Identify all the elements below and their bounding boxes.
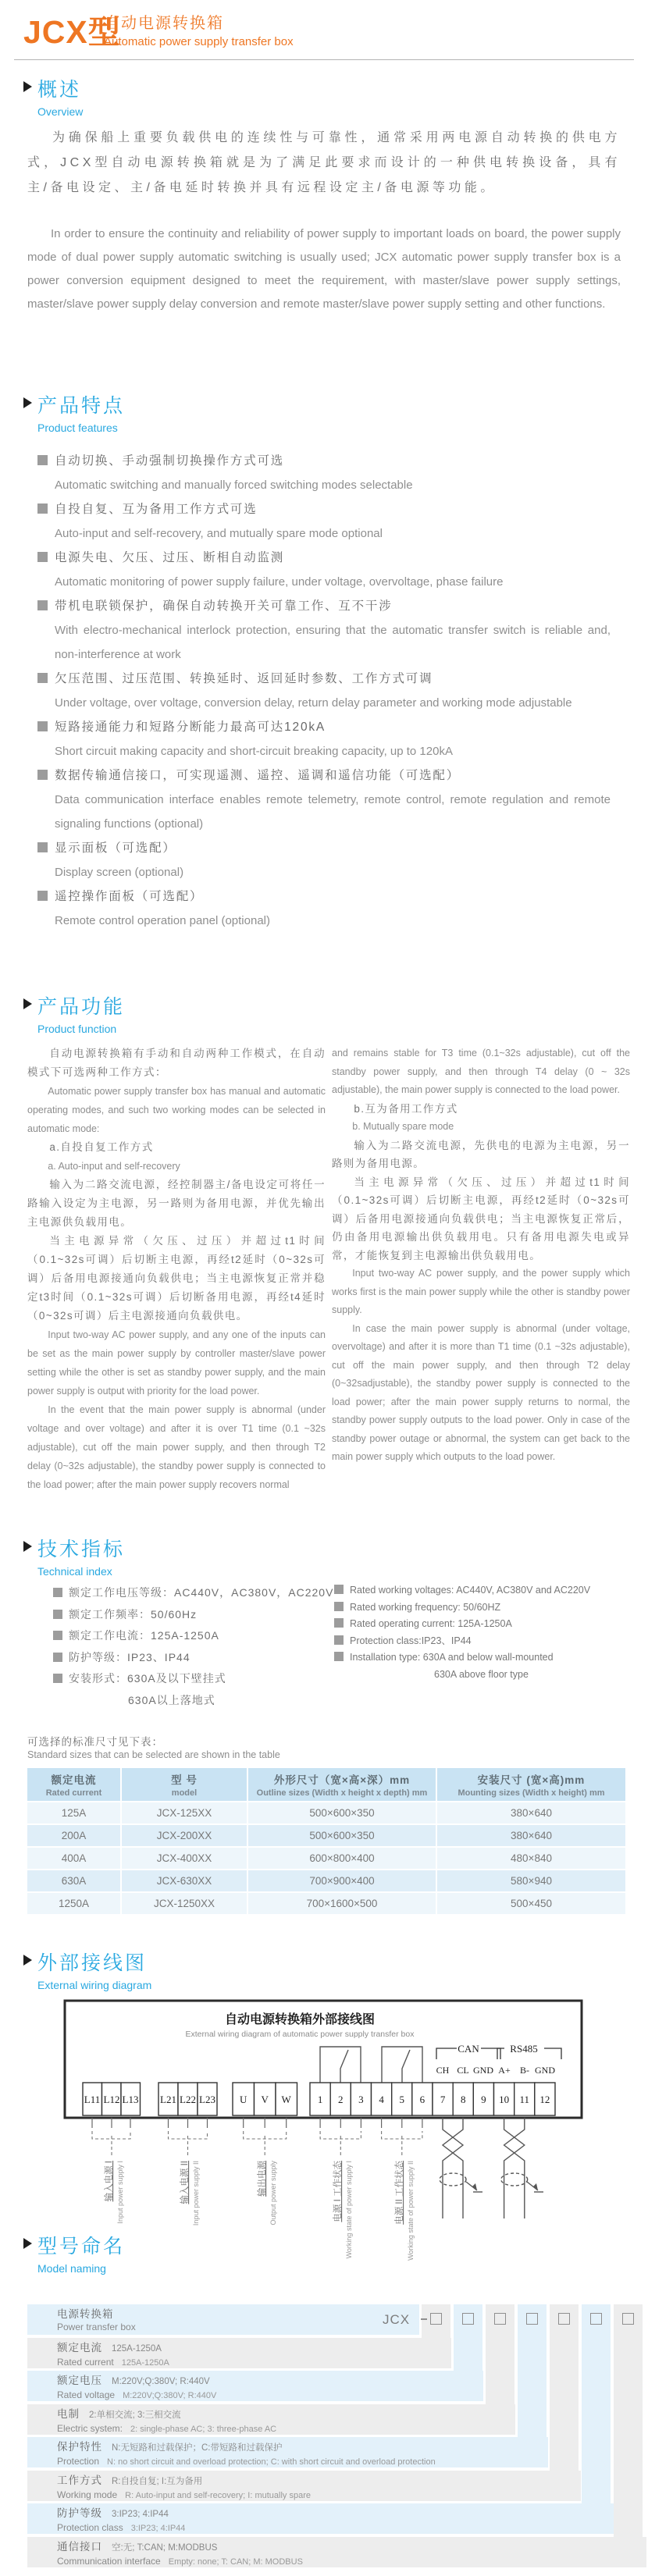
technical-item: Rated working voltages: AC440V, AC380V and AC220V	[350, 1585, 591, 1596]
bullet-square-icon	[334, 1635, 344, 1645]
technical-item: Rated operating current: 125A-1250A	[350, 1618, 512, 1629]
naming-row	[27, 2437, 548, 2467]
terminal-label: L23	[199, 2094, 215, 2105]
feature-cn: 自投自复、互为备用工作方式可选	[55, 503, 258, 516]
function-heading	[23, 991, 125, 1035]
function-paragraph: Automatic power supply transfer box has manual and automatic operating modes, and such two working modes can be selected in automatic mode:	[27, 1086, 326, 1134]
cell-outline-size: 500×600×350	[247, 1802, 436, 1824]
model-digit-box	[622, 2313, 634, 2325]
function-paragraph: b.互为备用工作方式	[354, 1102, 458, 1115]
naming-label-cn: 通信接口	[57, 2540, 102, 2553]
digit-column	[582, 2304, 611, 2534]
bullet-square-icon	[53, 1610, 62, 1619]
section-arrow-icon	[23, 1541, 32, 1552]
feature-item	[37, 546, 615, 594]
feature-item	[37, 667, 615, 715]
feature-cn: 带机电联锁保护，确保自动转换开关可靠工作、互不干涉	[55, 600, 393, 613]
naming-label-cn: 保护特性	[57, 2441, 102, 2453]
function-left-column	[27, 1044, 326, 1494]
bullet-square-icon	[37, 673, 48, 683]
technical-item: 额定工作电流：125A-1250A	[69, 1629, 219, 1642]
feature-en: With electro-mechanical interlock protection, ensuring that the automatic transfer switch is reliable and, non-interference at work	[55, 624, 611, 661]
cell-mounting-size: 480×840	[436, 1847, 626, 1870]
group-label-cn: 输入电源 II	[180, 2161, 190, 2204]
model-naming-diagram	[27, 2304, 646, 2570]
group-label-cn: 输入电源 I	[105, 2161, 114, 2202]
ground-arrow-icon	[472, 2183, 477, 2190]
page-header	[0, 0, 648, 70]
function-paragraph: Input two-way AC power supply, and any one of the inputs can be set as the main power supply by controller master/slave power setting while the other is set as standby power supply, and the main power supply is output with priority for the load power.	[27, 1329, 326, 1397]
header-divider	[14, 59, 634, 60]
model-digit-box	[590, 2313, 602, 2325]
bullet-square-icon	[334, 1618, 344, 1628]
wiring-heading-en: External wiring diagram	[37, 1979, 152, 1991]
digit-column	[614, 2304, 643, 2567]
model-digit-box	[526, 2313, 538, 2325]
wiring-heading	[23, 1948, 151, 1991]
overview-heading-en: Overview	[37, 105, 84, 118]
terminal-label: 11	[519, 2094, 530, 2105]
naming-heading-en: Model naming	[37, 2262, 106, 2275]
section-arrow-icon	[23, 998, 32, 1009]
brand-model: JCX型	[23, 14, 121, 50]
feature-en: Automatic monitoring of power supply failure, under voltage, overvoltage, phase failure	[55, 575, 504, 589]
group-label-en: Working state of power supply I	[345, 2161, 353, 2259]
feature-item	[37, 594, 615, 667]
naming-label-cn: 电制	[57, 2407, 80, 2420]
model-digit-box	[558, 2313, 570, 2325]
naming-value-cn: M:220V;Q:380V; R:440V	[112, 2377, 210, 2386]
naming-value-en: M:220V;Q:380V; R:440V	[123, 2391, 217, 2400]
naming-label-en: Electric system:	[57, 2422, 123, 2434]
group-label-en: Working state of power supply II	[407, 2161, 415, 2261]
naming-heading	[23, 2231, 125, 2275]
bullet-square-icon	[37, 600, 48, 610]
cell-outline-size: 600×800×400	[247, 1847, 436, 1870]
terminal-label: W	[281, 2094, 291, 2105]
naming-label-cn: 防护等级	[57, 2507, 102, 2519]
terminal-label: 8	[461, 2094, 466, 2105]
group-brackets	[92, 2131, 422, 2156]
function-heading-cn: 产品功能	[37, 996, 126, 1018]
bullet-square-icon	[37, 891, 48, 901]
technical-item: Protection class:IP23、IP44	[350, 1635, 472, 1646]
technical-item-continued: 630A above floor type	[434, 1668, 529, 1680]
naming-value-cn: N:无短路和过载保护；C:带短路和过载保护	[112, 2443, 283, 2453]
twisted-pair-can	[440, 2118, 482, 2218]
sizes-table-header-row	[27, 1768, 626, 1802]
bullet-square-icon	[53, 1588, 62, 1597]
sizes-note-cn: 可选择的标准尺寸见下表：	[27, 1736, 163, 1748]
pin-label: A+	[498, 2065, 511, 2076]
naming-label-cn: 额定电流	[57, 2341, 102, 2354]
feature-item	[37, 715, 615, 763]
cell-outline-size: 500×600×350	[247, 1824, 436, 1847]
cell-model: JCX-200XX	[121, 1824, 247, 1847]
cell-mounting-size: 380×640	[436, 1802, 626, 1824]
feature-cn: 自动切换、手动强制切换操作方式可选	[55, 454, 285, 468]
relay-contact-symbol	[320, 2047, 422, 2083]
naming-row	[27, 2304, 419, 2335]
naming-label-en: Power transfer box	[57, 2322, 136, 2332]
sizes-col-header: 安装尺寸 (宽×高)mm Mounting sizes (Width x height) mm	[436, 1768, 626, 1802]
section-arrow-icon	[23, 2238, 32, 2249]
technical-item: Installation type: 630A and below wall-mounted	[350, 1652, 554, 1663]
feature-cn: 短路接通能力和短路分断能力最高可达120kA	[55, 720, 326, 734]
feature-en: Data communication interface enables remote telemetry, remote control, remote regulation and remote signaling functions (optional)	[55, 793, 611, 831]
bullet-square-icon	[334, 1585, 344, 1594]
function-paragraph: In the event that the main power supply is abnormal (under voltage and over voltage) and after it is over T1 time (0.1 ~32s adjustable), cut off the main power supply, and then through T2 delay (0~32s adjustable), the standby power supply is connected to the load power; after the main power supply recovers normal	[27, 1404, 326, 1490]
naming-row	[27, 2503, 614, 2534]
section-arrow-icon	[23, 81, 32, 92]
can-bus-label: CAN	[458, 2043, 479, 2055]
function-paragraph: Input two-way AC power supply, and the power supply which works first is the main power supply while the other is standby power supply.	[332, 1268, 630, 1315]
terminal-label: 10	[499, 2094, 510, 2105]
terminal-label: L13	[122, 2094, 139, 2105]
overview-heading-cn: 概述	[37, 79, 82, 101]
sizes-col-header: 额定电流 Rated current	[27, 1768, 121, 1802]
naming-label-cn: 额定电压	[57, 2375, 102, 2386]
section-naming	[0, 2231, 648, 2576]
product-title-en: Automatic power supply transfer box	[104, 35, 294, 48]
section-technical	[0, 1534, 648, 1729]
function-right-column	[332, 1044, 630, 1467]
features-heading	[23, 390, 125, 434]
pin-label: CH	[436, 2065, 450, 2076]
naming-label-en: Rated voltage	[57, 2389, 116, 2400]
feature-en: Display screen (optional)	[55, 866, 184, 879]
naming-row	[27, 2537, 646, 2567]
naming-label-en: Rated current	[57, 2356, 114, 2368]
section-arrow-icon	[23, 1955, 32, 1966]
bullet-square-icon	[37, 503, 48, 514]
technical-left-list	[53, 1582, 334, 1711]
cell-rated-current: 200A	[27, 1824, 121, 1847]
bullet-square-icon	[37, 842, 48, 852]
function-paragraph: In case the main power supply is abnormal (under voltage, overvoltage) and after it is more than T1 time (0.1 ~32s adjustable), cut off the main power supply, and then through T2 delay (0~32sadjustable), the standby power supply is connected to the load power; after the main power supply returns to normal, the standby power supply outputs to the load power. Only in case of the standby power outage or abnormal, the system can get back to the main power supply which outputs to the load power.	[332, 1322, 630, 1462]
overview-heading	[23, 74, 83, 118]
technical-heading-en: Technical index	[37, 1565, 112, 1578]
technical-item: 额定工作电压等级：AC440V，AC380V，AC220V	[69, 1586, 334, 1599]
feature-item	[37, 836, 615, 884]
terminal-stubs	[92, 2118, 422, 2128]
cell-outline-size: 700×900×400	[247, 1870, 436, 1892]
rs485-bus-label: RS485	[510, 2043, 538, 2055]
naming-value-cn: 3:IP23; 4:IP44	[112, 2510, 169, 2519]
naming-value-cn: R:自投自复; I:互为备用	[112, 2476, 203, 2486]
naming-label-cn: 工作方式	[57, 2474, 102, 2486]
cell-model: JCX-1250XX	[121, 1892, 247, 1915]
function-heading-en: Product function	[37, 1023, 117, 1035]
feature-cn: 电源失电、欠压、过压、断相自动监测	[55, 551, 285, 564]
group-label-cn: 输出电源	[258, 2161, 267, 2197]
pin-labels	[436, 2065, 556, 2076]
feature-cn: 数据传输通信接口，可实现遥测、遥控、遥调和遥信功能（可选配）	[55, 769, 461, 782]
group-label-cn: 电源 II 工作状态	[395, 2161, 404, 2225]
terminal-label: 2	[338, 2094, 344, 2105]
cell-rated-current: 630A	[27, 1870, 121, 1892]
bullet-square-icon	[37, 770, 48, 780]
terminal-label: 5	[399, 2094, 405, 2105]
bullet-square-icon	[53, 1631, 62, 1640]
sizes-table	[27, 1768, 627, 1916]
naming-value-en: 3:IP23; 4:IP44	[130, 2524, 186, 2533]
naming-row	[27, 2404, 515, 2435]
function-paragraph: 输入为二路交流电源，经控制器主/备电设定可将任一路输入设定为主电源，另一路则为备用电源，并优先输出主电源供负载用电。	[27, 1179, 326, 1228]
terminal-label: L22	[180, 2094, 196, 2105]
technical-item: 防护等级：IP23、IP44	[69, 1650, 190, 1663]
function-paragraph: and remains stable for T3 time (0.1~32s adjustable), cut off the standby power supply, and then through T4 delay (0 ~ 32s adjustable), the main power supply is connected to the load power.	[332, 1048, 630, 1095]
naming-label-en: Protection class	[57, 2522, 123, 2533]
naming-heading-cn: 型号命名	[37, 2236, 126, 2258]
wiring-heading-cn: 外部接线图	[37, 1952, 148, 1974]
section-sizes	[0, 1733, 648, 1920]
cell-rated-current: 125A	[27, 1802, 121, 1824]
sizes-note-en: Standard sizes that can be selected are shown in the table	[27, 1749, 280, 1760]
shield-ellipse	[501, 2173, 528, 2186]
pin-label: B-	[520, 2065, 529, 2076]
terminal-label: 9	[481, 2094, 486, 2105]
bullet-square-icon	[37, 552, 48, 562]
function-paragraph: a. Auto-input and self-recovery	[48, 1161, 180, 1172]
function-paragraph: 输入为二路交流电源，先供电的电源为主电源，另一路则为备用电源。	[332, 1139, 630, 1169]
naming-value-en: R: Auto-input and self-recovery; I: mutually spare	[125, 2490, 311, 2500]
feature-en: Remote control operation panel (optional)	[55, 914, 270, 927]
bullet-square-icon	[334, 1602, 344, 1611]
feature-item	[37, 497, 615, 546]
bullet-square-icon	[37, 455, 48, 465]
technical-item: Rated working frequency: 50/60HZ	[350, 1601, 501, 1613]
naming-row	[27, 2471, 581, 2501]
cell-model: JCX-125XX	[121, 1802, 247, 1824]
function-paragraph: b. Mutually spare mode	[352, 1121, 454, 1132]
group-label-en: Input power supply I	[116, 2161, 124, 2224]
table-row	[27, 1847, 626, 1870]
feature-en: Auto-input and self-recovery, and mutually spare mode optional	[55, 527, 383, 540]
terminal-label: V	[261, 2094, 269, 2105]
group-label-en: Input power supply II	[192, 2161, 200, 2226]
naming-label-en: Protection	[57, 2456, 100, 2467]
cell-rated-current: 400A	[27, 1847, 121, 1870]
pin-label: GND	[473, 2065, 493, 2076]
terminal-label: 4	[379, 2094, 384, 2105]
pin-label: CL	[457, 2065, 469, 2076]
model-dash	[421, 2318, 427, 2320]
naming-label-en: Communication interface	[57, 2555, 161, 2567]
cell-mounting-size: 380×640	[436, 1824, 626, 1847]
features-heading-en: Product features	[37, 422, 118, 434]
cell-model: JCX-400XX	[121, 1847, 247, 1870]
terminal-label: L12	[103, 2094, 120, 2105]
cell-rated-current: 1250A	[27, 1892, 121, 1915]
feature-en: Under voltage, over voltage, conversion delay, return delay parameter and working mode adjustable	[55, 696, 572, 710]
naming-row	[27, 2371, 483, 2401]
cell-mounting-size: 500×450	[436, 1892, 626, 1915]
overview-paragraph-en: In order to ensure the continuity and reliability of power supply to important loads on board, the power supply mode of dual power supply automatic switching is usually used; JCX automatic power supply transfer box is a power conversion equipment designed to meet the requirement, with master/slave power supply settings, master/slave power supply delay conversion and remote master/slave power supply setting and other functions.	[27, 227, 621, 311]
function-paragraph: 自动电源转换箱有手动和自动两种工作模式，在自动模式下可选两种工作方式：	[27, 1048, 326, 1078]
table-row	[27, 1802, 626, 1824]
sizes-col-header: 型 号 model	[121, 1768, 247, 1802]
product-title-cn: 自动电源转换箱	[104, 15, 224, 32]
naming-label-cn: 电源转换箱	[57, 2308, 114, 2320]
terminal-label: 1	[317, 2094, 323, 2105]
terminal-label: 12	[539, 2094, 550, 2105]
technical-right-list	[334, 1582, 631, 1683]
terminal-label: U	[240, 2094, 247, 2105]
section-arrow-icon	[23, 397, 32, 408]
function-paragraph: a.自投自复工作方式	[49, 1141, 154, 1153]
model-prefix: JCX	[383, 2312, 411, 2327]
diagram-title-cn: 自动电源转换箱外部接线图	[224, 2013, 376, 2026]
features-heading-cn: 产品特点	[37, 395, 126, 417]
sizes-col-header: 外形尺寸（宽×高×深）mm Outline sizes (Width x height x depth) mm	[247, 1768, 436, 1802]
technical-item-continued: 630A以上落地式	[128, 1693, 215, 1706]
technical-heading	[23, 1534, 125, 1578]
feature-en: Short circuit making capacity and short-circuit breaking capacity, up to 120kA	[55, 745, 453, 758]
technical-item: 额定工作频率：50/60Hz	[69, 1607, 198, 1621]
technical-heading-cn: 技术指标	[37, 1539, 126, 1560]
feature-item	[37, 449, 615, 497]
technical-item: 安装形式：630A及以下壁挂式	[69, 1672, 226, 1685]
cell-mounting-size: 580×940	[436, 1870, 626, 1892]
terminal-label: 3	[358, 2094, 364, 2105]
section-function	[0, 991, 648, 1530]
cell-outline-size: 700×1600×500	[247, 1892, 436, 1915]
pin-label: GND	[535, 2065, 555, 2076]
group-label-cn: 电源 I 工作状态	[333, 2161, 343, 2222]
section-overview	[0, 74, 648, 386]
function-paragraph: 当主电源异常（欠压、过压）并超过t1时间（0.1~32s可调）后切断主电源，再经t2延时（0~32s可调）后备用电源接通向负载供电；当主电源恢复正常后，仍由备用电源输出供负载用电。只有备用电源失电或异常，才能恢复到主电源输出供负载用电。	[332, 1176, 630, 1261]
feature-cn: 欠压范围、过压范围、转换延时、返回延时参数、工作方式可调	[55, 672, 433, 685]
brand-block	[104, 10, 294, 48]
function-paragraph: 当主电源异常（欠压、过压）并超过t1时间（0.1~32s可调）后切断主电源，再经t2延时（0~32s可调）后备用电源接通向负载供电；当主电源恢复正常并稳定t3时间（0.1~32s可调）后切断备用电源，再经t4延时（0~32s可调）后主电源接通向负载供电。	[27, 1235, 326, 1322]
terminal-label: 6	[419, 2094, 425, 2105]
model-digit-box	[494, 2313, 506, 2325]
naming-value-en: 2: single-phase AC; 3: three-phase AC	[130, 2424, 277, 2434]
group-label-en: Output power supply	[269, 2161, 277, 2226]
naming-value-cn: 125A-1250A	[112, 2343, 162, 2354]
naming-value-en: Empty: none; T: CAN; M: MODBUS	[168, 2556, 303, 2567]
terminal-label: L21	[160, 2094, 176, 2105]
model-digit-box	[430, 2313, 442, 2325]
terminal-label: L11	[84, 2094, 101, 2105]
shield-ellipse	[440, 2173, 466, 2186]
naming-value-en: N: no short circuit and overload protection; C: with short circuit and overload protection	[107, 2457, 436, 2467]
bullet-square-icon	[53, 1674, 62, 1683]
table-row	[27, 1892, 626, 1915]
cell-model: JCX-630XX	[121, 1870, 247, 1892]
naming-label-en: Working mode	[57, 2489, 118, 2500]
section-features	[0, 390, 648, 984]
ground-arrow-icon	[533, 2183, 538, 2190]
overview-paragraph-cn: 为确保船上重要负载供电的连续性与可靠性，通常采用两电源自动转换的供电方式，JCX型自动电源转换箱就是为了满足此要求而设计的一种供电转换设备，具有主/备电设定、主/备电延时转换并具有远程设定主/备电源等功能。	[27, 131, 621, 194]
diagram-title-en: External wiring diagram of automatic power supply transfer box	[185, 2030, 415, 2039]
feature-cn: 遥控操作面板（可选配）	[55, 890, 204, 903]
naming-value-cn: 空:无; T:CAN; M:MODBUS	[112, 2542, 218, 2553]
model-digit-box	[462, 2313, 474, 2325]
naming-row	[27, 2338, 451, 2368]
feature-en: Automatic switching and manually forced switching modes selectable	[55, 479, 413, 492]
naming-value-cn: 2:单相交流; 3:三相交流	[89, 2410, 181, 2420]
bullet-square-icon	[334, 1652, 344, 1661]
naming-value-en: 125A-1250A	[121, 2357, 169, 2368]
feature-item	[37, 884, 615, 933]
bullet-square-icon	[53, 1653, 62, 1662]
feature-cn: 显示面板（可选配）	[55, 841, 176, 855]
bullet-square-icon	[37, 721, 48, 731]
terminal-label: 7	[440, 2094, 446, 2105]
table-row	[27, 1870, 626, 1892]
feature-item	[37, 763, 615, 836]
table-row	[27, 1824, 626, 1847]
features-list	[37, 449, 615, 933]
twisted-pair-rs485	[501, 2118, 543, 2218]
